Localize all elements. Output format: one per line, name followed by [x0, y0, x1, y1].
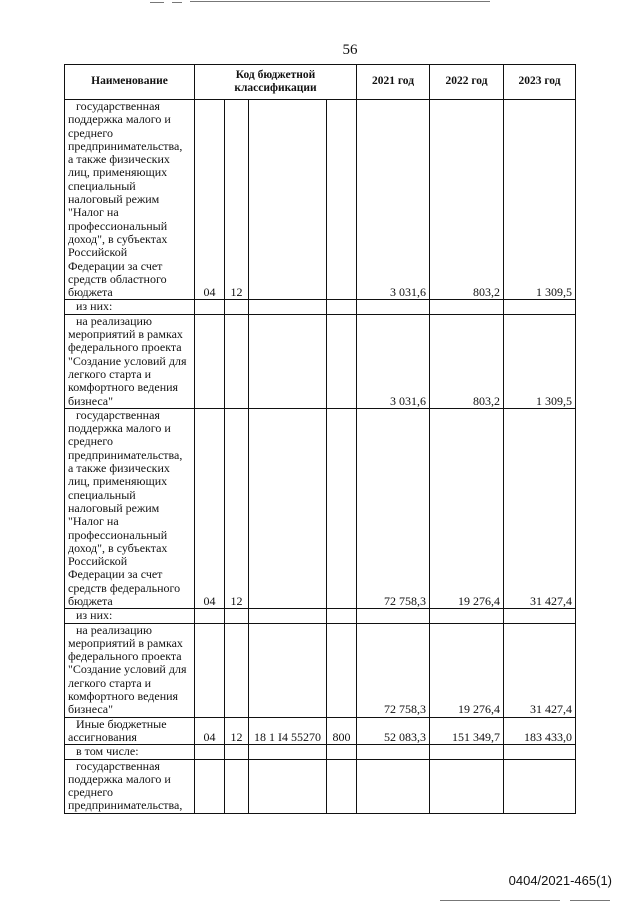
row-name-line: государственная [76, 99, 160, 113]
row-name-line: "Создание условий для [68, 353, 187, 368]
row-name-line: предпринимательства, [68, 447, 183, 462]
row-name-line: средств федерального [68, 580, 181, 595]
amount-2023 [504, 759, 576, 813]
scan-mark-top-3 [190, 1, 490, 2]
amount-2022 [430, 300, 504, 314]
row-name [65, 745, 195, 759]
row-name [65, 759, 195, 813]
amount-2022: 151 349,7 [430, 717, 504, 745]
amount-2022 [430, 745, 504, 759]
scan-mark-top-2 [172, 2, 182, 3]
row-name [65, 100, 195, 300]
code-expense-type [327, 759, 357, 813]
code-section: 04 [195, 717, 225, 745]
scan-mark-top-1 [150, 2, 164, 3]
row-name-line: поддержка малого и [68, 771, 171, 786]
table-header-row [65, 65, 576, 100]
table-row [65, 759, 576, 813]
code-expense-type: 800 [327, 717, 357, 745]
row-name-line: мероприятий в рамках [68, 635, 183, 650]
table-row [65, 745, 576, 759]
scan-mark-bottom-1 [440, 900, 560, 901]
row-name-line: ассигнования [68, 729, 137, 744]
amount-2022 [430, 759, 504, 813]
row-name-line: из них: [76, 608, 113, 623]
row-name-line: поддержка малого и [68, 112, 171, 127]
row-name-line: федерального проекта [68, 340, 182, 355]
row-name [65, 408, 195, 608]
table-row [65, 314, 576, 408]
row-name-line: специальный [68, 487, 136, 502]
row-name-line: профессиональный [68, 527, 168, 542]
code-expense-type [327, 623, 357, 717]
row-name-line: среднего [68, 785, 113, 800]
code-subsection [225, 759, 249, 813]
row-name-line: государственная [76, 758, 160, 773]
row-name-line: налоговый режим [68, 192, 160, 207]
row-name-line: государственная [76, 407, 160, 422]
code-subsection [225, 300, 249, 314]
budget-table [64, 64, 576, 814]
row-name-line: лиц, применяющих [68, 474, 168, 489]
row-name-line: федерального проекта [68, 649, 182, 664]
row-name-line: а также физических [68, 461, 170, 476]
row-name-line: легкого старта и [68, 366, 152, 381]
code-section: 04 [195, 408, 225, 608]
row-name [65, 609, 195, 623]
row-name-line: Российской [68, 554, 128, 569]
row-name-line: лиц, применяющих [68, 165, 168, 180]
row-name-line: "Налог на [68, 514, 119, 529]
header-2022: 2022 год [430, 65, 504, 100]
code-section [195, 314, 225, 408]
amount-2022: 19 276,4 [430, 408, 504, 608]
row-name-line: "Создание условий для [68, 662, 187, 677]
row-name-line: легкого старта и [68, 675, 152, 690]
row-name-line: предпринимательства, [68, 138, 183, 153]
amount-2022: 803,2 [430, 314, 504, 408]
code-target [249, 408, 327, 608]
row-name [65, 717, 195, 745]
code-expense-type [327, 300, 357, 314]
row-name-line: Российской [68, 245, 128, 260]
row-name-line: бюджета [68, 285, 113, 300]
row-name-line: комфортного ведения [68, 380, 179, 395]
document-code: 0404/2021-465(1) [508, 873, 612, 888]
row-name-line: Иные бюджетные [76, 716, 167, 731]
page-number: 56 [342, 42, 358, 58]
row-name-line: а также физических [68, 152, 170, 167]
amount-2021: 72 758,3 [357, 408, 430, 608]
code-expense-type [327, 609, 357, 623]
code-target [249, 623, 327, 717]
amount-2021 [357, 759, 430, 813]
row-name-line: Федерации за счет [68, 567, 163, 582]
amount-2023: 31 427,4 [504, 623, 576, 717]
table-row [65, 623, 576, 717]
row-name-line: "Налог на [68, 205, 119, 220]
code-section [195, 759, 225, 813]
table-body [65, 100, 576, 814]
row-name-line: из них: [76, 299, 113, 314]
row-name-line: доход", в субъектах [68, 231, 168, 246]
code-target: 18 1 I4 55270 [249, 717, 327, 745]
row-name-line: среднего [68, 125, 113, 140]
row-name-line: бюджета [68, 593, 113, 608]
code-section [195, 609, 225, 623]
code-expense-type [327, 745, 357, 759]
amount-2023: 1 309,5 [504, 314, 576, 408]
code-subsection [225, 745, 249, 759]
code-subsection [225, 609, 249, 623]
code-target [249, 745, 327, 759]
row-name-line: комфортного ведения [68, 689, 179, 704]
code-target [249, 609, 327, 623]
row-name-line: поддержка малого и [68, 421, 171, 436]
row-name-line: в том числе: [76, 744, 139, 759]
row-name-line: доход", в субъектах [68, 540, 168, 555]
row-name [65, 314, 195, 408]
amount-2021: 72 758,3 [357, 623, 430, 717]
row-name-line: Федерации за счет [68, 258, 163, 273]
code-section: 04 [195, 100, 225, 300]
code-subsection [225, 314, 249, 408]
amount-2023 [504, 300, 576, 314]
table-row [65, 609, 576, 623]
row-name-line: предпринимательства, [68, 798, 183, 813]
amount-2023: 31 427,4 [504, 408, 576, 608]
row-name [65, 623, 195, 717]
code-subsection: 12 [225, 408, 249, 608]
header-code: Код бюджетной классификации [195, 65, 357, 100]
row-name-line: среднего [68, 434, 113, 449]
header-name: Наименование [65, 65, 195, 100]
code-target [249, 100, 327, 300]
table-row [65, 408, 576, 608]
row-name-line: средств областного [68, 271, 167, 286]
code-section [195, 745, 225, 759]
amount-2023: 1 309,5 [504, 100, 576, 300]
amount-2023 [504, 609, 576, 623]
code-target [249, 314, 327, 408]
row-name-line: налоговый режим [68, 500, 160, 515]
row-name [65, 300, 195, 314]
amount-2022 [430, 609, 504, 623]
amount-2021 [357, 745, 430, 759]
code-expense-type [327, 314, 357, 408]
code-expense-type [327, 100, 357, 300]
row-name-line: бизнеса" [68, 702, 114, 717]
table-row [65, 100, 576, 300]
scan-mark-bottom-2 [570, 900, 610, 901]
code-expense-type [327, 408, 357, 608]
row-name-line: мероприятий в рамках [68, 327, 183, 342]
amount-2023: 183 433,0 [504, 717, 576, 745]
amount-2021: 3 031,6 [357, 100, 430, 300]
amount-2022: 803,2 [430, 100, 504, 300]
code-subsection [225, 623, 249, 717]
code-subsection: 12 [225, 717, 249, 745]
header-2021: 2021 год [357, 65, 430, 100]
code-subsection: 12 [225, 100, 249, 300]
row-name-line: на реализацию [76, 313, 152, 328]
amount-2022: 19 276,4 [430, 623, 504, 717]
table-row [65, 717, 576, 745]
table-row [65, 300, 576, 314]
row-name-line: бизнеса" [68, 393, 114, 408]
amount-2021 [357, 609, 430, 623]
code-section [195, 300, 225, 314]
amount-2021 [357, 300, 430, 314]
amount-2021: 52 083,3 [357, 717, 430, 745]
code-section [195, 623, 225, 717]
row-name-line: на реализацию [76, 622, 152, 637]
header-2023: 2023 год [504, 65, 576, 100]
row-name-line: специальный [68, 178, 136, 193]
code-target [249, 759, 327, 813]
code-target [249, 300, 327, 314]
row-name-line: профессиональный [68, 218, 168, 233]
amount-2023 [504, 745, 576, 759]
amount-2021: 3 031,6 [357, 314, 430, 408]
